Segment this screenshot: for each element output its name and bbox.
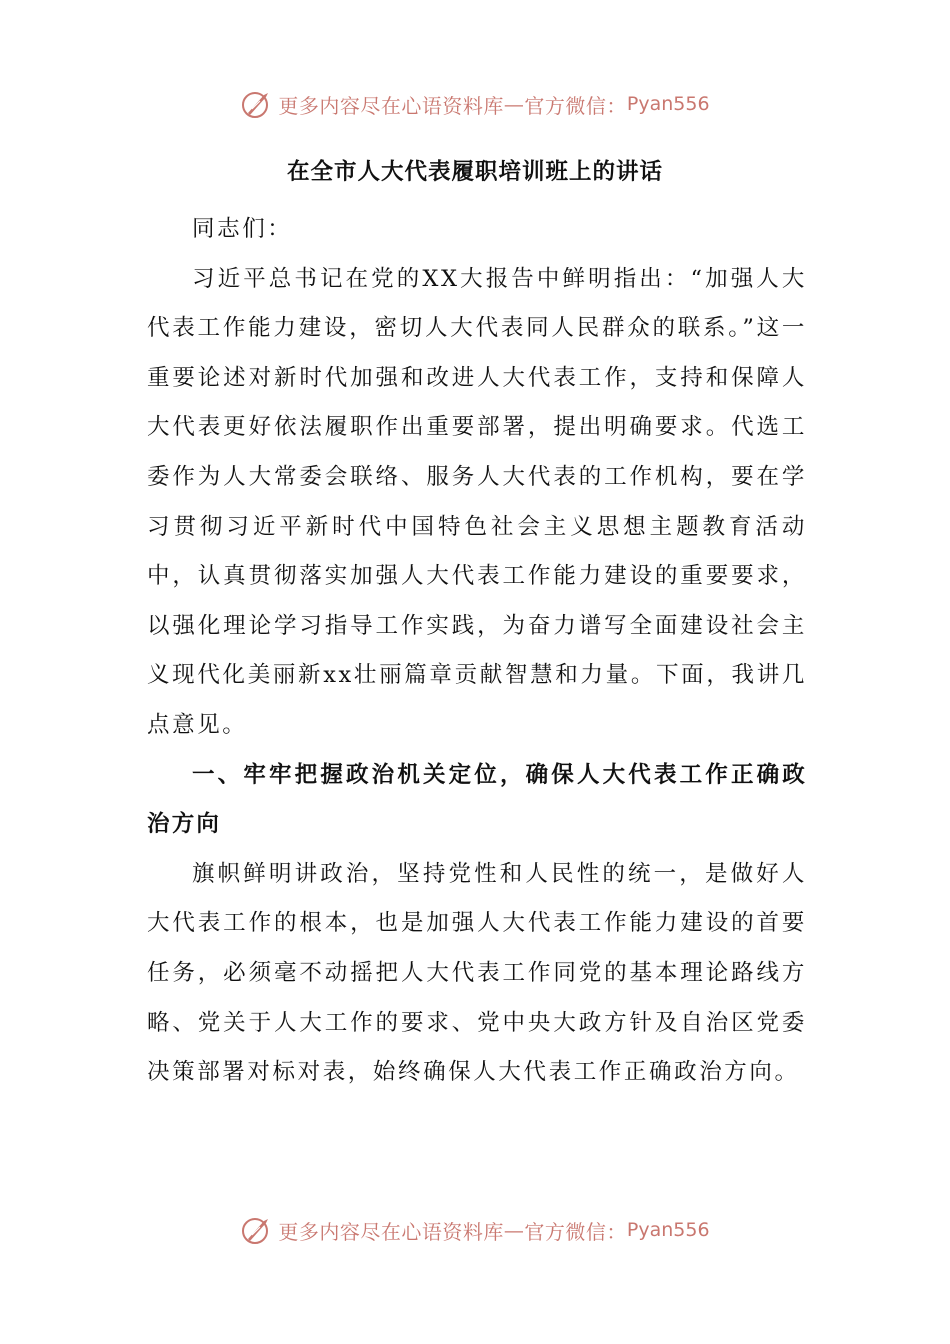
watermark-wechat-id: Pyan556 xyxy=(626,93,710,115)
section-1-paragraph: 旗帜鲜明讲政治，坚持党性和人民性的统一，是做好人大代表工作的根本，也是加强人大代表工作能力建设的首要任务，必须毫不动摇把人大代表工作同党的基本理论路线方略、党关于人大工作的要求、党中央大政方针及自治区党委决策部署对标对表，始终确保人大代表工作正确政治方向。 xyxy=(147,860,807,1086)
watermark-text: 更多内容尽在心语资料库 xyxy=(278,1219,504,1244)
watermark-text: 更多内容尽在心语资料库 xyxy=(278,93,504,118)
intro-paragraph: 习近平总书记在党的XX大报告中鲜明指出：“加强人大代表工作能力建设，密切人大代表同人民群众的联系。”这一重要论述对新时代加强和改进人大代表工作，支持和保障人大代表更好依法履职作出重要部署，提出明确要求。代选工委作为人大常委会联络、服务人大代表的工作机构，要在学习贯彻习近平新时代中国特色社会主义思想主题教育活动中，认真贯彻落实加强人大代表工作能力建设的重要要求，以强化理论学习指导工作实践，为奋力谱写全面建设社会主义现代化美丽新xx壮丽篇章贡献智慧和力量。下面，我讲几点意见。 xyxy=(147,265,807,738)
watermark-dash: — xyxy=(503,92,525,116)
section-1-heading: 一、牢牢把握政治机关定位，确保人大代表工作正确政治方向 xyxy=(147,761,807,838)
watermark-wechat-label: 官方微信： xyxy=(524,93,627,118)
quill-logo-icon xyxy=(240,1213,274,1247)
watermark-wechat-id: Pyan556 xyxy=(626,1219,710,1241)
quill-logo-icon xyxy=(240,87,274,121)
watermark-footer xyxy=(0,1210,950,1250)
watermark-wechat-label: 官方微信： xyxy=(524,1219,627,1244)
watermark-dash: — xyxy=(503,1218,525,1242)
salutation: 同志们： xyxy=(192,216,293,242)
document-body xyxy=(147,205,807,1098)
document-title: 在全市人大代表履职培训班上的讲话 xyxy=(286,159,663,185)
watermark-header xyxy=(0,84,950,124)
